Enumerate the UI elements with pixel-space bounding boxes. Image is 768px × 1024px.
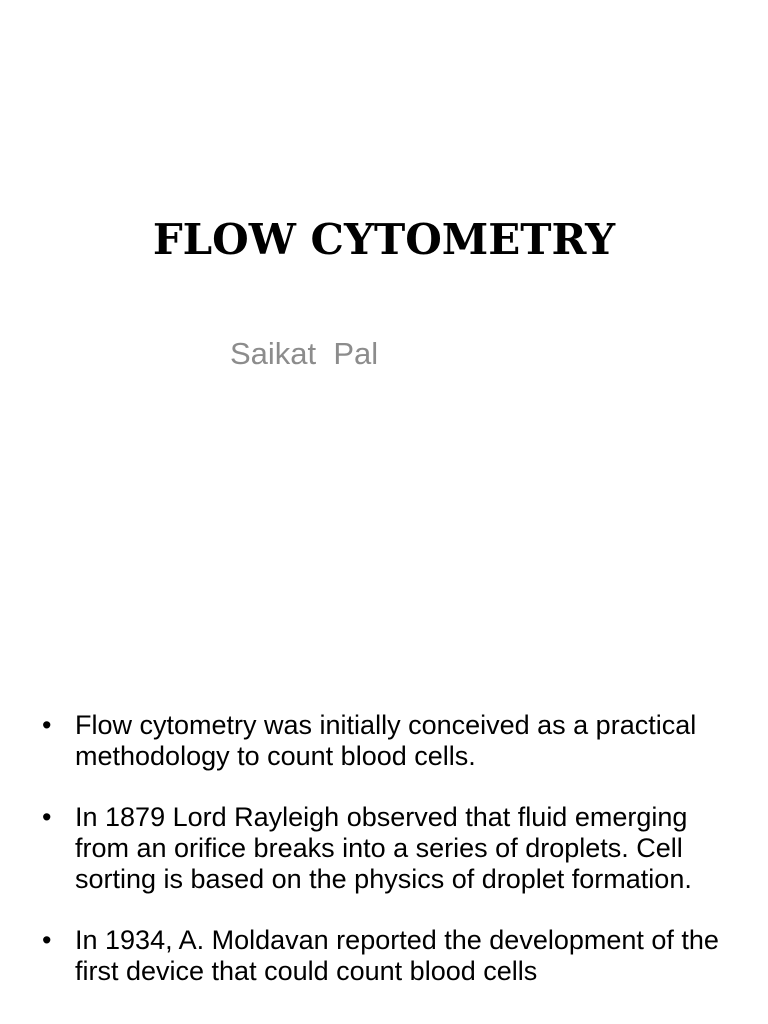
bullet-item — [0, 925, 768, 987]
bullet-text: In 1934, A. Moldavan reported the development of the first device that could count blood cells — [75, 925, 719, 986]
bullet-marker: • — [42, 710, 52, 740]
slide-title: FLOW CYTOMETRY — [152, 215, 616, 264]
bullet-item — [0, 710, 768, 772]
bullet-text: Flow cytometry was initially conceived as a practical methodology to count blood cells. — [75, 710, 697, 771]
bullet-marker: • — [42, 802, 52, 832]
bullet-list — [0, 710, 768, 1017]
bullet-text: In 1879 Lord Rayleigh observed that fluid emerging from an orifice breaks into a series of droplets. Cell sorting is based on the physics of droplet formation. — [75, 802, 692, 894]
bullet-item — [0, 802, 768, 895]
author-name: Saikat Pal — [230, 336, 379, 371]
bullet-marker: • — [42, 925, 52, 955]
